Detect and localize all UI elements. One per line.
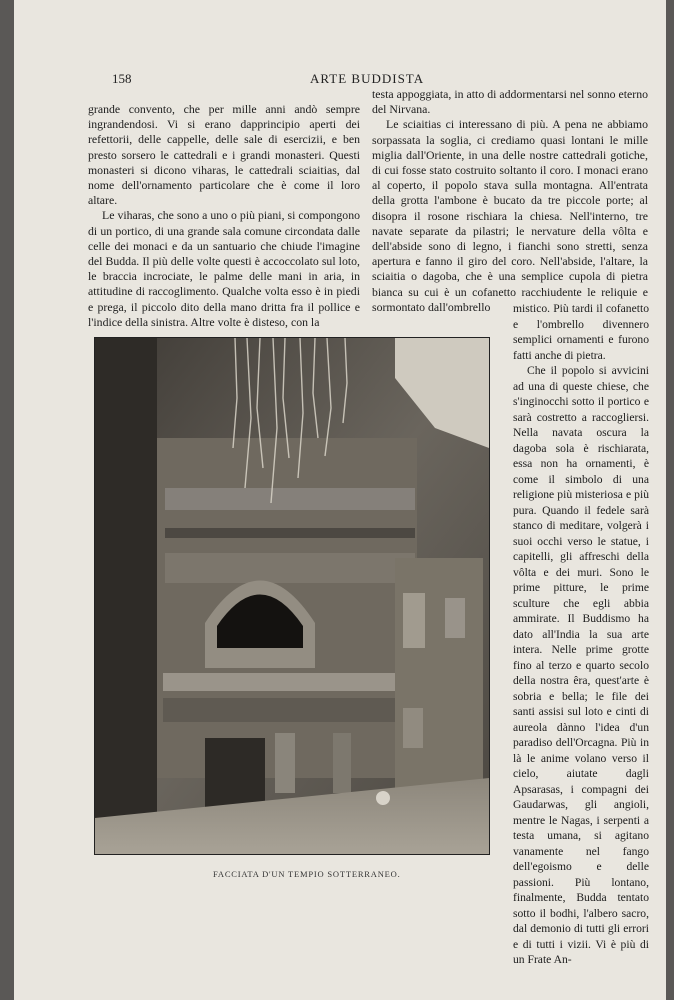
running-title: ARTE BUDDISTA [310,71,425,86]
left-text-column [88,102,360,330]
paragraph: grande convento, che per mille anni andò sempre ingrandendosi. Vi si erano dapprincipio aperti dei refettorii, delle cappelle, delle sale di esercizii, e ben presto sorsero le cattedrali e i grandi monasteri. Questi monasteri si dicono viharas, le cattedrali sciaitias, dal nome dell'ornamento particolare che è come il loro altare. [88,102,360,208]
temple-facade-illustration [95,338,489,854]
paragraph: Le sciaitias ci interessano di più. A pena ne abbiamo sorpassata la soglia, ci crediamo quasi lontani le mille miglia dall'Oriente, in una delle nostre cattedrali gotiche, di cui fosse stato costruito soltanto il coro. I monaci erano al coperto, il popolo stava sulla montagna. All'entrata della grotta l'ambone è bucato da tre piccole porte; al disopra il rosone rischiara la chiesa. Nell'interno, tre navate separate da pilastri; le nervature della vôlta e dell'abside sono di legno, i fianchi sono stretti, senza apertura e fanno il giro del coro. Nell'abside, l'altare, la sciaitia o dagoba, che è una semplice cupola di pietra bianca su cui è un cofanetto racchiudente le reliquie e sormontato dall'ombrello [372,117,648,314]
right-text-column-top [372,87,648,315]
figure-caption: FACCIATA D'UN TEMPIO SOTTERRANEO. [213,869,401,879]
paragraph: Che il popolo si avvicini ad una di queste chiese, che s'inginocchi sotto il portico e sarà costretto a raccogliersi. Nella navata oscura la dagoba sola è rischiarata, essa non ha ornamenti, è come il simbolo di una religione più misteriosa e più pura. Quando il fedele sarà stanco di meditare, volgerà i suoi occhi verso le statue, i capitelli, gli affreschi della vôlta e dei muri. Sono le prime pitture, le prime sculture che egli abbia ammirate. Il Buddismo ha dato all'India la sua arte intera. Nelle prime grotte fino al terzo e quarto secolo della nostra êra, quest'arte è sobria e bella; le file dei santi assisi sul loto e cinti di aureola dànno l'idea d'un paradiso dell'Orcagna. Più in là le anime volano verso il cielo, aiutate dagli Apsarasas, i compagni dei Gaudarwas, gli angioli, mentre le Nagas, i serpenti a testa umana, si agitano vanamente nel fango dell'egoismo e delle passioni. Più lontano, finalmente, Budda tentato sotto il bodhi, l'albero sacro, dal demonio di tutti gli errori e di tutti i vizii. Vi è più di un Frate An- [513,364,649,966]
paragraph: mistico. Più tardi il cofanetto e l'ombrello divennero semplici ornamenti e furono fatti anche di pietra. [513,302,649,362]
temple-facade-photograph [94,337,490,855]
page-number: 158 [112,71,132,86]
paragraph: testa appoggiata, in atto di addormentarsi nel sonno eterno del Nirvana. [372,87,648,117]
right-text-column-narrow [513,301,649,968]
paragraph: Le viharas, che sono a uno o più piani, si compongono di un portico, di una grande sala comune circondata dalle celle dei monaci e da un santuario che chiude l'imagine del Budda. Il più delle volte questi è accoccolato sul loto, le braccia incrociate, le palme delle mani in aria, in attitudine di raccoglimento. Qualche volta esso è in piedi e prega, il piccolo dito della mano dritta fra il pollice e l'indice della sinistra. Altre volte è disteso, con la [88,208,360,329]
